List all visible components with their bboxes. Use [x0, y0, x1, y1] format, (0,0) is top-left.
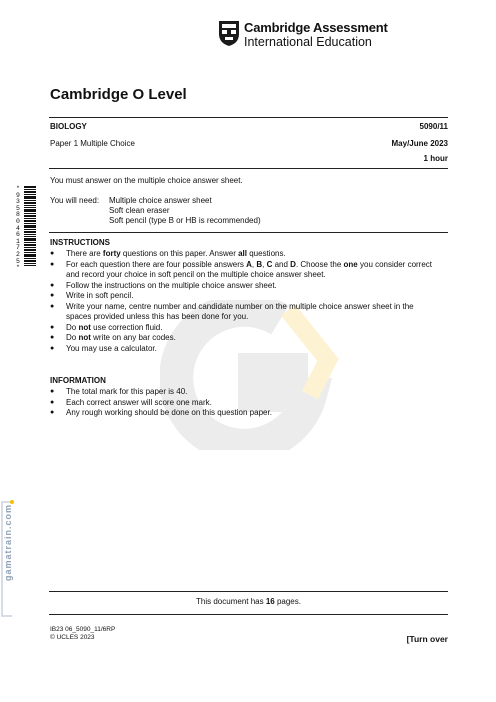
exam-session: May/June 2023 — [391, 139, 448, 148]
list-item: ● Do not use correction fluid. — [50, 322, 163, 332]
bullet-icon: ● — [50, 260, 55, 268]
paper-name: Paper 1 Multiple Choice — [50, 139, 135, 148]
barcode-number: * 9 3 5 8 0 4 6 1 7 2 5 * — [16, 185, 20, 272]
list-item: ● The total mark for this paper is 40. — [50, 387, 188, 396]
list-item-continuation: spaces provided unless this has been done for you. — [66, 312, 249, 321]
divider — [49, 232, 448, 233]
need-item: Soft clean eraser — [109, 206, 170, 215]
instructions-heading: INSTRUCTIONS — [50, 238, 110, 247]
bullet-icon: ● — [50, 398, 55, 406]
list-item: ● For each question there are four possible answers A, B, C and D. Choose the one you consider correct — [50, 259, 433, 269]
list-item-continuation: and record your choice in soft pencil on the multiple choice answer sheet. — [66, 270, 326, 279]
copyright: © UCLES 2023 — [50, 634, 95, 641]
crest-icon — [218, 20, 240, 47]
paper-code: 5090/11 — [419, 122, 448, 131]
information-list — [50, 387, 450, 419]
you-will-need-label: You will need: — [50, 196, 100, 205]
page-count-note: This document has 16 pages. — [196, 597, 301, 606]
bullet-icon: ● — [50, 334, 55, 341]
list-item: ● Write in soft pencil. — [50, 291, 134, 300]
need-item: Soft pencil (type B or HB is recommended) — [109, 216, 261, 225]
list-item: ● Write your name, centre number and candidate number on the multiple choice answer sheet in the — [50, 301, 414, 311]
side-watermark — [0, 500, 16, 618]
bullet-icon: ● — [50, 250, 55, 257]
duration: 1 hour — [423, 154, 448, 163]
reference-code: IB23 06_5090_11/6RP — [50, 626, 116, 633]
need-item: Multiple choice answer sheet — [109, 196, 212, 205]
bullet-icon: ● — [50, 388, 55, 395]
bullet-icon: ● — [50, 409, 55, 416]
list-item: ● Do not write on any bar codes. — [50, 333, 176, 342]
instructions-list — [50, 249, 450, 354]
divider — [49, 168, 448, 169]
cambridge-logo — [218, 20, 458, 50]
divider — [49, 591, 448, 592]
barcode-icon — [24, 186, 36, 266]
list-item: ● There are forty questions on this paper. Answer all questions. — [50, 249, 286, 258]
list-item: ● Each correct answer will score one mark. — [50, 397, 212, 407]
list-item: ● Any rough working should be done on this question paper. — [50, 408, 272, 417]
bullet-icon: ● — [50, 323, 55, 331]
subject: BIOLOGY — [50, 122, 87, 131]
page-title: Cambridge O Level — [50, 86, 187, 103]
answer-note: You must answer on the multiple choice answer sheet. — [50, 176, 243, 185]
information-heading: INFORMATION — [50, 376, 106, 385]
list-item: ● You may use a calculator. — [50, 343, 157, 353]
list-item: ● Follow the instructions on the multiple choice answer sheet. — [50, 280, 277, 290]
divider — [49, 614, 448, 615]
side-watermark-text: gamatrain.com — [3, 504, 13, 582]
bullet-icon: ● — [50, 344, 55, 352]
logo-line1: Cambridge Assessment — [244, 20, 388, 35]
bullet-icon: ● — [50, 302, 55, 310]
divider — [49, 117, 448, 118]
bullet-icon: ● — [50, 281, 55, 289]
turn-over: [Turn over — [406, 634, 448, 644]
bullet-icon: ● — [50, 292, 55, 299]
logo-line2: International Education — [244, 35, 372, 49]
